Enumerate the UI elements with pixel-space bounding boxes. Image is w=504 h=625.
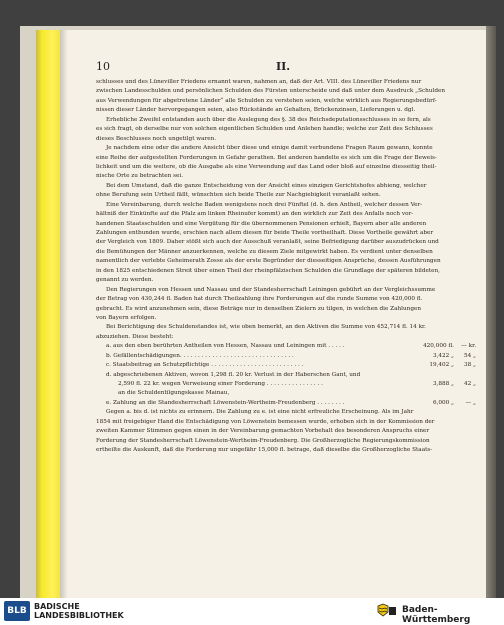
deduction-label: a. aus den eben berührten Antheilen von Hessen, Nassau und Leiningen mit . . . . . (106, 343, 345, 350)
text-line: von Bayern erfolgen. (96, 314, 157, 321)
text-line: genannt zu werden. (96, 277, 154, 284)
text-line: Eine Vereinbarung, durch welche Baden wenigstens noch drei Fünftel (d. h. den Antheil, welcher dessen Ver- (106, 201, 423, 208)
deduction-amount (394, 389, 454, 398)
text-line: dieses Beschlusses noch ungetilgt waren. (96, 135, 217, 142)
text-line: nische Orte zu betrachten sei. (96, 173, 184, 180)
blb-logo[interactable]: BLB (4, 601, 30, 621)
page-body-text (96, 78, 476, 456)
book-right-edge (486, 26, 496, 598)
deduction-label: an die Schuldentilgungskasse Mainau, (118, 390, 230, 397)
deduction-label: 2,590 fl. 22 kr. wegen Verweisung einer Forderung . . . . . . . . . . . . . . . . (118, 381, 323, 387)
text-line: hältniß der Einkünfte auf die Pfalz am linken Rheinufer kommt) an den wirklich zur Zeit des Anfalls noch vor- (96, 211, 414, 218)
text-line: 1854 mit freigebiger Hand die Entschädigung von Löwenstein bemessen wurde, erhoben sich in der Kommission der (96, 418, 435, 425)
deduction-label: b. Gefällentschädigungen. . . . . . . . . . . . . . . . . . . . . . . . . . . . . . . . (106, 352, 294, 359)
text-line: Erhebliche Zweifel entstanden auch über die Auslegung des §. 38 des Reichsdeputationsschlusses in so fern, als (106, 116, 431, 123)
page-number: 10 (96, 60, 110, 73)
text-line: Gegen a. bis d. ist nichts zu erinnern. Die Zahlung zu e. ist eine nicht erfreuliche Erscheinung. Als im Jahr (106, 409, 414, 416)
deduction-kreuzer: 42 „ (464, 381, 476, 387)
text-line: der Vergleich von 1809. Daher stößt sich auch der Ausschuß veranlaßt, seine Befriedigung darüber auszudrücken und (96, 239, 439, 246)
page-header (96, 60, 476, 74)
deduction-label: d. abgeschriebenen Aktiven, wovon 1,298 fl. 20 kr. Verlust in der Haberschen Gant, und (106, 371, 361, 378)
text-line: eine Reihe der aufgestellten Forderungen in Gefahr gerathen. Bei anderen handelte es sich um die Frage der Beweis- (96, 154, 437, 161)
deduction-amount: 3,888 „ (432, 381, 454, 387)
text-line: Bei dem Umstand, daß die ganze Entscheidung von der Ansicht eines einzigen Gerichtshofes abhieng, welcher (106, 182, 427, 189)
deduction-kreuzer: 38 „ (464, 362, 476, 369)
deduction-item (96, 342, 476, 351)
deduction-item (96, 352, 476, 361)
text-line: Forderung der Standesherrschaft Löwenstein-Wertheim-Freudenberg. Die Großherzogliche Regierungskommission (96, 437, 430, 444)
deduction-kreuzer (454, 371, 476, 380)
text-line: zweiten Kammer Stimmen gegen einen in der Vereinbarung gemachten Vorbehalt des besonderen Anspruchs einer (96, 428, 430, 435)
text-line: die Bemühungen der Männer anzuerkennen, welche zu diesem Ziele mitgewirkt haben. Es verdient unter denselben (96, 248, 433, 255)
deduction-item (96, 371, 476, 380)
deduction-item (96, 399, 476, 408)
deduction-label: c. Staatsbeitrag an Schutzpflichtige . . . . . . . . . . . . . . . . . . . . . . . . . . (106, 362, 304, 369)
library-name-line2: LANDESBIBLIOTHEK (34, 611, 124, 620)
footer-bar (0, 598, 504, 624)
text-line: gebracht. Es wird anzunehmen sein, diese Beträge nur in denselben Zielern zu tilgen, in welchen die Zahlungen (96, 305, 421, 312)
section-heading: II. (276, 60, 291, 73)
library-name-line1: BADISCHE (34, 602, 80, 611)
text-line: ohne Berufung sein Urtheil fällt, wünschten sich beide Theile zur Nachgiebigkeit veranlaßt sehen. (96, 192, 381, 199)
text-line: in den 1825 entschiedenen Streit über einen Theil der rheinpfälzischen Schulden die Grundlage der späteren bildeten, (96, 267, 440, 274)
text-line: Je nachdem eine oder die andere Ansicht über diese und einige damit verbundene Fragen Raum gewann, konnte (106, 145, 433, 152)
text-line: Bei Berichtigung des Schuldenstandes ist, wie oben bemerkt, an den Aktiven die Summe von 452,714 fl. 14 kr. (106, 324, 426, 331)
deduction-amount: 19,402 „ (429, 362, 454, 369)
deduction-item (96, 380, 476, 389)
deduction-amount: 6,000 „ (432, 399, 454, 406)
deduction-kreuzer: — „ (465, 399, 476, 406)
text-line: es sich fragt, ob derselbe nur von solchen eigentlichen Schulden und Anlehen handle; welche zur Zeit des Schlusses (96, 126, 433, 133)
deduction-kreuzer (454, 389, 476, 398)
text-line: Zahlungen entbunden wurde, erschien nach allem diesen für beide Theile vortheilhaft. Diese Vortheile gewährt aber (96, 230, 434, 236)
text-line: nissen dieser Länder hervorgegangen seien, also Rückstände an Gehalten, Brückenzinsen, Lieferungen u. dgl. (96, 107, 416, 114)
deduction-label: e. Zahlung an die Standesherrschaft Löwenstein-Wertheim-Freudenberg . . . . . . . . (106, 399, 345, 406)
page-gutter-shadow (60, 30, 68, 598)
state-name[interactable]: Baden-Württemberg (402, 605, 471, 625)
text-line: lichkeit und um die weitere, ob die Ausgabe als eine Verwendung auf das Land oder bloß auf einzelne diesseitig theil- (96, 163, 437, 170)
deduction-kreuzer: 54 „ (464, 352, 476, 359)
text-line: zwischen Landesschulden und persönlichen Schulden des Fürsten unterscheide und daß unter dem Ausdruck „Schulden (96, 88, 445, 95)
deduction-kreuzer: — kr. (461, 343, 476, 350)
text-line: abzuziehen. Diese besteht: (96, 333, 174, 340)
text-line: aus Verwendungen für abgetretene Länder“ alle Schulden zu verstehen seien, welche wirklich aus Regierungsbedürf- (96, 97, 437, 104)
text-line: ertheilte die Auskunft, daß die Forderung nur ungefähr 15,000 fl. betrage, daß dieselbe die Großherzogliche Staats- (96, 447, 433, 454)
deduction-item (96, 361, 476, 370)
deduction-amount: 420,000 fl. (423, 343, 454, 350)
deduction-amount (394, 371, 454, 380)
library-name[interactable] (34, 602, 124, 620)
text-line: Den Regierungen von Hessen und Nassau und der Standesherrschaft Leiningen gebührt an der Vergleichssumme (106, 286, 436, 293)
text-line: handenen Staatsschulden und eine Vergütung für die übernommenen Pensionen erhielt, Bayern aber alle anderen (96, 220, 427, 227)
deduction-item (96, 389, 476, 398)
deduction-amount: 3,422 „ (432, 352, 454, 359)
baden-wuerttemberg-emblem-icon[interactable] (376, 603, 398, 619)
text-line: der Betrag von 430,244 fl. Baden hat durch Theilzahlung ihre Forderungen auf die runde Summe von 420,000 fl. (96, 296, 423, 303)
text-line: schlusses und des Lüneviller Friedens ernannt waren, nahmen an, daß der Art. VIII. des Lüneviller Friedens nur (96, 79, 422, 85)
text-line: namentlich der verlebte Geheimerath Zosse als der erste Begründer der diesseitigen Ansprüche, dessen Ausführungen (96, 258, 441, 265)
